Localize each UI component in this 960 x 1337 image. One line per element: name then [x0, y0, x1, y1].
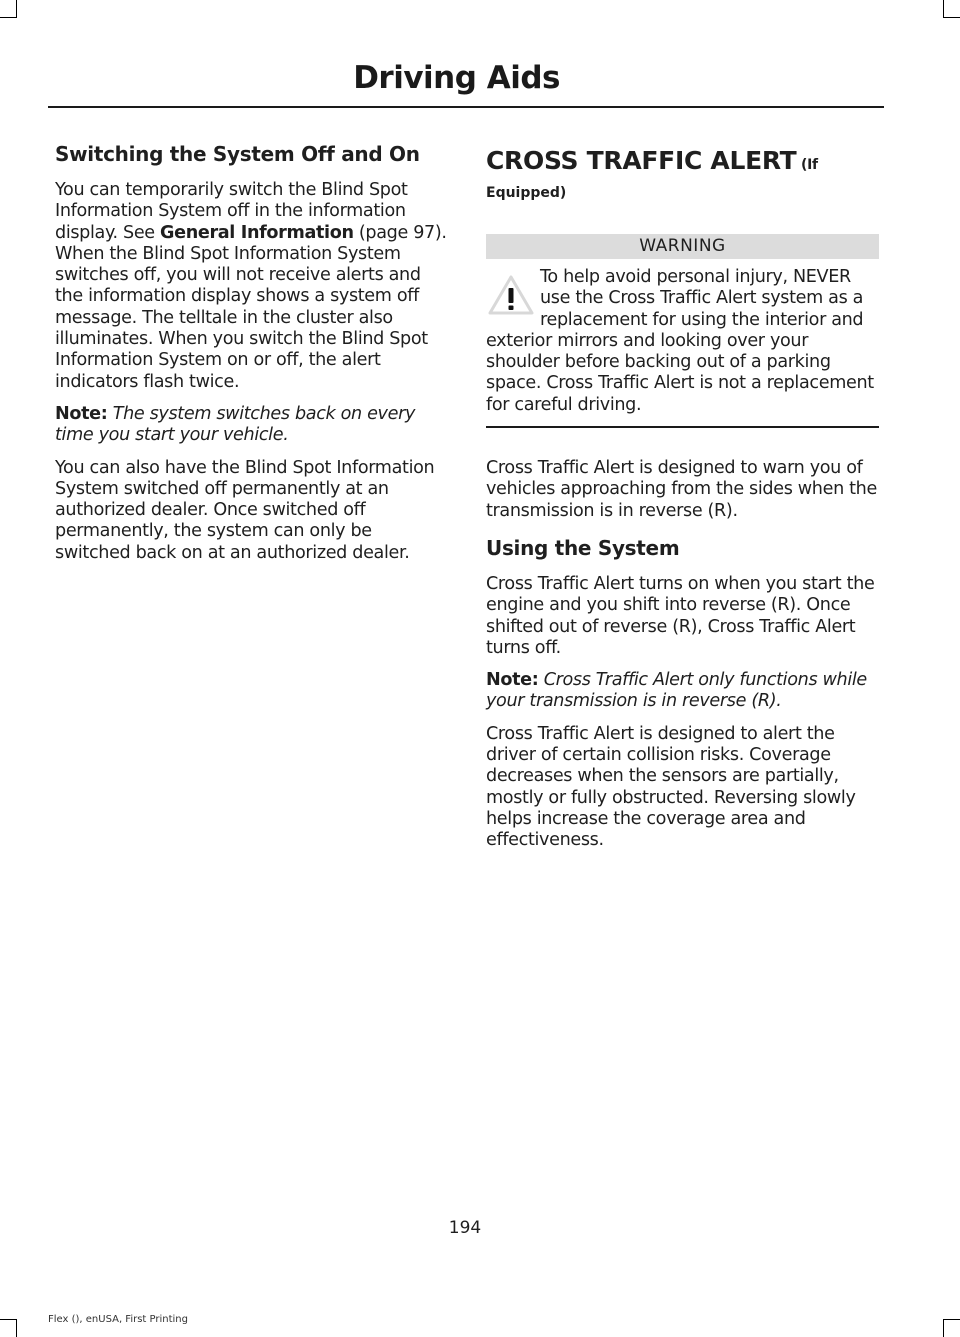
crop-mark	[16, 0, 17, 17]
switching-heading: Switching the System Off and On	[55, 142, 420, 166]
paragraph-text: (page 97). When the Blind Spot Information System switches off, you will not receive alerts and the information display shows a system off message. The telltale in the cluster also illuminates. When you switch the Blind Spot Information System on or off, the alert indicators flash twice.	[55, 222, 447, 392]
paragraph: You can also have the Blind Spot Information System switched off permanently at an authorized dealer. Once switched off permanently, the system can only be switched back on at an authorized dealer.	[55, 457, 435, 563]
right-column	[486, 142, 879, 863]
crop-mark	[16, 1319, 17, 1337]
warning-text: To help avoid personal injury, NEVER use the Cross Traffic Alert system as a replacement for using the interior and exterior mirrors and looking over your shoulder before backing out of a parking space. Cross Traffic Alert is not a replacement for careful driving.	[486, 267, 874, 415]
crop-mark	[0, 17, 17, 18]
note-label: Note:	[55, 403, 108, 424]
heading-qualifier: (If	[796, 157, 818, 173]
section-title: Driving Aids	[353, 60, 560, 96]
footer-text: Flex (), enUSA, First Printing	[48, 1314, 188, 1325]
crop-mark	[943, 1319, 944, 1337]
note-text: Cross Traffic Alert only functions while your transmission is in reverse (R).	[486, 670, 867, 712]
left-column	[55, 142, 447, 575]
crop-mark	[943, 0, 944, 17]
warning-box	[486, 267, 879, 428]
cross-traffic-heading	[486, 142, 879, 184]
warning-triangle-icon	[486, 269, 536, 321]
paragraph: Cross Traffic Alert is designed to warn you of vehicles approaching from the sides when the transmission is in reverse (R).	[486, 458, 877, 521]
warning-header: WARNING	[486, 234, 879, 259]
crop-mark	[943, 1319, 960, 1320]
note-label: Note:	[486, 670, 539, 691]
crop-mark	[943, 17, 960, 18]
crop-mark	[0, 1319, 17, 1320]
note	[55, 404, 447, 447]
page-number: 194	[448, 1218, 482, 1238]
note	[486, 670, 879, 713]
heading-qualifier-continued: Equipped)	[486, 185, 567, 201]
paragraph-text: You can temporarily switch the Blind Spot Information System off in the information display. See	[55, 180, 408, 243]
paragraph: Cross Traffic Alert is designed to alert the driver of certain collision risks. Coverage decreases when the sensors are partially, mostly or fully obstructed. Reversing slowly helps increase the coverage area and effectiveness.	[486, 723, 856, 851]
header-rule	[48, 106, 884, 108]
note-text: The system switches back on every time you start your vehicle.	[55, 403, 416, 446]
using-system-heading: Using the System	[486, 535, 680, 560]
paragraph: Cross Traffic Alert turns on when you start the engine and you shift into reverse (R). Once shifted out of reverse (R), Cross Traffic Alert turns off.	[486, 573, 875, 658]
general-information-link[interactable]: General Information	[160, 222, 354, 243]
paragraph	[55, 180, 447, 393]
heading-text: CROSS TRAFFIC ALERT	[486, 146, 797, 175]
